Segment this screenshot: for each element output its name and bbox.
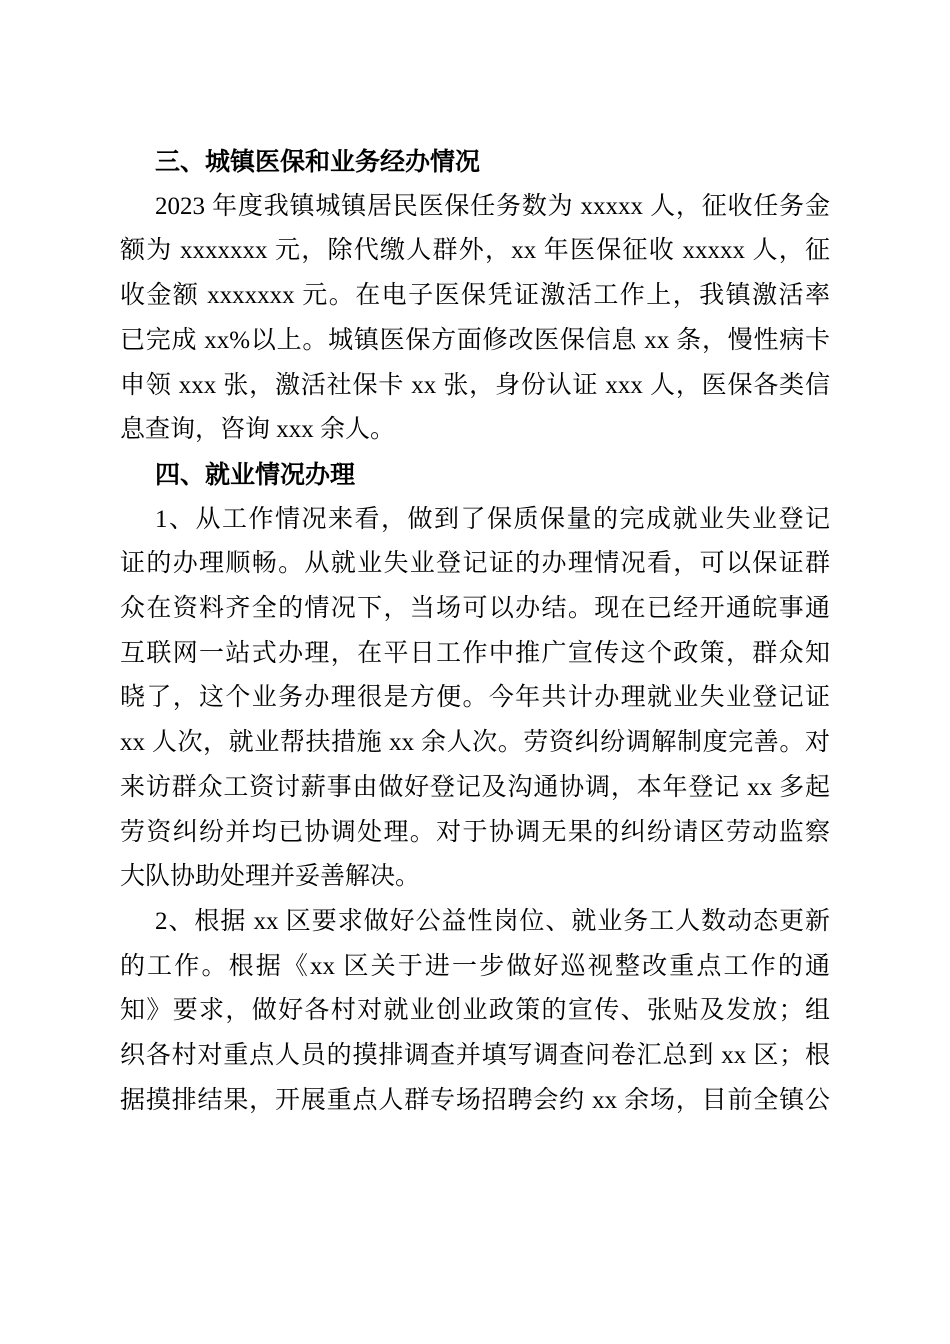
paragraph-line: 据摸排结果，开展重点人群专场招聘会约 xx 余场，目前全镇公 bbox=[120, 1086, 830, 1114]
paragraph-line: 2、根据 xx 区要求做好公益性岗位、就业务工人数动态更新 bbox=[155, 907, 830, 935]
paragraph-line: 大队协助处理并妥善解决。 bbox=[120, 863, 421, 891]
paragraph-line: 额为 xxxxxxx 元，除代缴人群外，xx 年医保征收 xxxxx 人，征 bbox=[120, 237, 830, 265]
paragraph-line: 互联网一站式办理，在平日工作中推广宣传这个政策，群众知 bbox=[120, 639, 830, 667]
paragraph-line: 已完成 xx%以上。城镇医保方面修改医保信息 xx 条，慢性病卡 bbox=[120, 326, 830, 354]
paragraph-line: 众在资料齐全的情况下，当场可以办结。现在已经开通皖事通 bbox=[120, 595, 830, 623]
paragraph-line: 申领 xxx 张，激活社保卡 xx 张，身份认证 xxx 人，医保各类信 bbox=[120, 371, 830, 399]
paragraph-line: 的工作。根据《xx 区关于进一步做好巡视整改重点工作的通 bbox=[120, 952, 830, 980]
paragraph-line: 来访群众工资讨薪事由做好登记及沟通协调，本年登记 xx 多起 bbox=[120, 773, 830, 801]
document-body bbox=[120, 140, 830, 1123]
paragraph-line: xx 人次，就业帮扶措施 xx 余人次。劳资纠纷调解制度完善。对 bbox=[120, 729, 830, 757]
paragraph-line: 证的办理顺畅。从就业失业登记证的办理情况看，可以保证群 bbox=[120, 550, 830, 578]
paragraph-line: 2023 年度我镇城镇居民医保任务数为 xxxxx 人，征收任务金 bbox=[155, 192, 830, 220]
paragraph-line: 1、从工作情况来看，做到了保质保量的完成就业失业登记 bbox=[155, 505, 830, 533]
paragraph-line: 知》要求，做好各村对就业创业政策的宣传、张贴及发放；组 bbox=[120, 997, 830, 1025]
paragraph-line: 劳资纠纷并均已协调处理。对于协调无果的纠纷请区劳动监察 bbox=[120, 818, 830, 846]
section-heading: 四、就业情况办理 bbox=[155, 460, 356, 489]
paragraph-line: 晓了，这个业务办理很是方便。今年共计办理就业失业登记证 bbox=[120, 684, 830, 712]
section-heading: 三、城镇医保和业务经办情况 bbox=[155, 148, 481, 176]
paragraph-line: 织各村对重点人员的摸排调查并填写调查问卷汇总到 xx 区；根 bbox=[120, 1042, 830, 1070]
paragraph-line: 收金额 xxxxxxx 元。在电子医保凭证激活工作上，我镇激活率 bbox=[120, 282, 830, 310]
paragraph-line: 息查询，咨询 xxx 余人。 bbox=[120, 416, 396, 444]
